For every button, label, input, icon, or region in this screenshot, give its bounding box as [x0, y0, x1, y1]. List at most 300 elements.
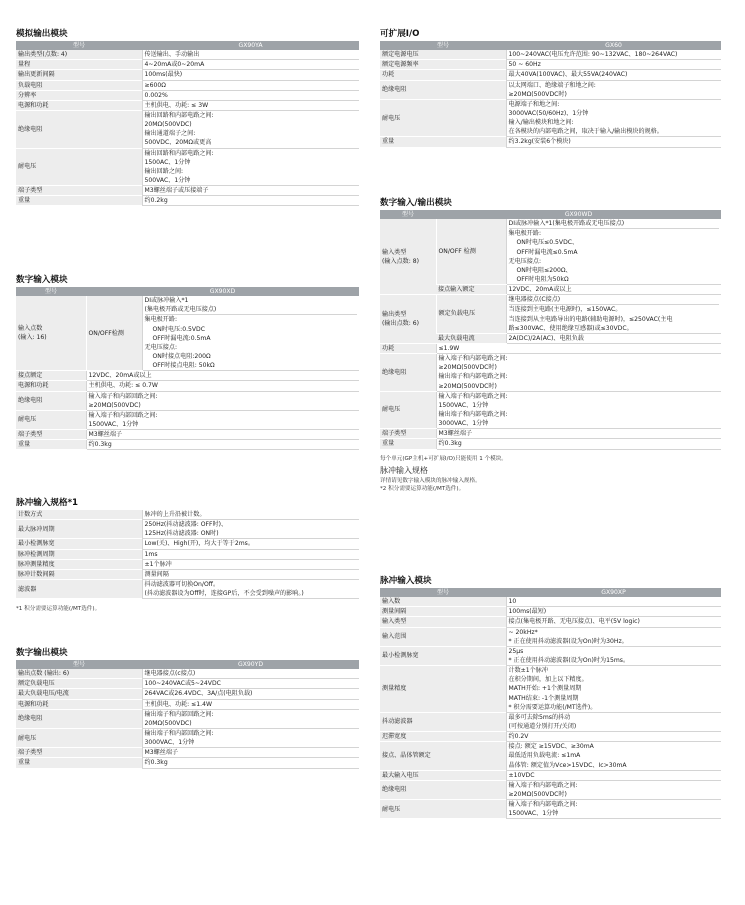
spec-label: 接点、晶体管额定	[380, 742, 506, 770]
spec-value-line: M3螺丝端子	[144, 749, 179, 757]
spec-value-line: 以太网端口、绝缘端子和地之间:	[508, 81, 596, 89]
spec-label: 耐电压	[16, 148, 142, 186]
spec-value	[506, 770, 721, 780]
model-value-header: GX90YA	[142, 41, 359, 50]
spec-sublabel: 接点输入额定	[436, 285, 506, 295]
spec-label: 输入类型	[380, 617, 506, 627]
spec-row	[16, 410, 359, 429]
spec-value	[142, 100, 359, 110]
spec-value-line: ≥20MΩ(500VDC时)	[508, 790, 567, 798]
footnote: *1 积分需要运算功能(/MT选件)。	[16, 606, 101, 613]
spec-table	[16, 660, 359, 769]
model-header: 型号	[16, 287, 86, 296]
spec-value-line: 20MΩ(500VDC)	[144, 121, 192, 129]
spec-value	[142, 669, 359, 679]
spec-label: 脉冲测量精度	[16, 559, 142, 569]
spec-value-line: 路≤300VAC、使用绝缘互感器)或≤30VDC。	[508, 324, 633, 332]
spec-label: 负载电阻	[16, 80, 142, 90]
spec-value	[142, 569, 359, 579]
table-header-row	[16, 41, 359, 50]
spec-value	[506, 780, 721, 799]
spec-value	[142, 679, 359, 689]
spec-label: 迟滞宽度	[380, 732, 506, 742]
spec-value-line: 500VAC、1分钟	[144, 176, 191, 184]
spec-row	[16, 90, 359, 100]
spec-value-line: 输出端子和内部电路之间:	[438, 373, 508, 381]
spec-value-line: 在积分期间，加上以下精度。	[508, 676, 588, 684]
spec-label: 测量精度	[380, 666, 506, 713]
spec-row	[380, 646, 721, 665]
spec-value	[86, 430, 359, 440]
spec-value-line: MATH结束: -1个测量周期	[508, 694, 579, 702]
spec-row	[380, 712, 721, 731]
spec-value	[506, 800, 721, 819]
spec-value-line: 4~20mA或0~20mA	[144, 61, 205, 69]
spec-row	[16, 520, 359, 539]
spec-row	[380, 99, 721, 137]
spec-value-line: 50 ~ 60Hz	[508, 61, 541, 69]
spec-value	[142, 50, 359, 60]
spec-value-line: 125Hz(抖动滤波器: ON时)	[144, 530, 219, 538]
spec-row	[380, 354, 721, 392]
spec-value-line: M3螺丝端子或压接端子	[144, 187, 209, 195]
spec-value-line: 0.002%	[144, 91, 168, 99]
spec-row	[16, 148, 359, 186]
spec-row	[16, 669, 359, 679]
spec-label: 输出更新间隔	[16, 70, 142, 80]
spec-sublabel: 最大负载电流	[436, 333, 506, 343]
spec-value	[142, 728, 359, 747]
spec-value-line: 12VDC、20mA或以上	[508, 286, 572, 294]
spec-value-line: 输出回路和内部电路之间:	[144, 111, 214, 119]
spec-label: 输入范围	[380, 627, 506, 646]
spec-row	[380, 295, 721, 334]
spec-value	[436, 354, 721, 392]
spec-value	[142, 90, 359, 100]
spec-value	[506, 295, 721, 334]
spec-label: 绝缘电阻	[380, 80, 506, 99]
spec-value	[142, 296, 359, 371]
model-value-header: GX90XP	[506, 588, 721, 597]
spec-row	[16, 186, 359, 196]
spec-row	[16, 728, 359, 747]
spec-value-line: 输出端子和内部电路之间:	[438, 410, 508, 418]
spec-value-line: ON时接点电阻:200Ω	[152, 352, 211, 360]
spec-row	[16, 559, 359, 569]
model-value-header: GX90XD	[86, 287, 359, 296]
table-header-row	[16, 660, 359, 669]
spec-label: 绝缘电阻	[380, 354, 436, 392]
spec-row	[380, 429, 721, 439]
spec-row	[16, 549, 359, 559]
spec-value	[506, 607, 721, 617]
spec-value	[506, 742, 721, 770]
spec-label: 耐电压	[380, 99, 506, 137]
spec-value-line: 20MΩ(500VDC)	[144, 719, 192, 727]
spec-value-line: 测量间隔	[144, 570, 169, 578]
spec-sublabel: ON/OFF检测	[86, 296, 142, 371]
spec-row	[16, 758, 359, 768]
spec-row	[16, 440, 359, 450]
spec-row	[380, 70, 721, 80]
spec-value	[506, 70, 721, 80]
spec-label: 绝缘电阻	[380, 780, 506, 799]
spec-value-line: 1ms	[144, 550, 158, 558]
spec-label: 额定电源电压	[380, 50, 506, 60]
spec-label: 额定电源频率	[380, 60, 506, 70]
spec-row	[380, 597, 721, 607]
spec-label: 最大负载电压/电流	[16, 689, 142, 699]
spec-sublabel: 额定负载电压	[436, 295, 506, 334]
digital-io-section	[380, 196, 721, 493]
spec-value-line: 无电压接点:	[508, 257, 542, 265]
spec-label: 最大脉冲周期	[16, 520, 142, 539]
spec-row	[380, 607, 721, 617]
spec-value-line: 2A(DC)/2A(AC)、电阻负载	[508, 334, 584, 342]
spec-value-line: 最大40VA(100VAC)、最大55VA(240VAC)	[508, 71, 628, 79]
model-header: 型号	[380, 588, 506, 597]
spec-label: 绝缘电阻	[16, 110, 142, 148]
spec-table	[16, 41, 359, 206]
footnote: 每个单元(GP主机+可扩展I/O)只能使用 1 个模块。	[380, 455, 507, 462]
spec-value-line: 1500VAC、1分钟	[508, 810, 559, 818]
spec-value	[506, 597, 721, 607]
spec-value-line: M3螺丝端子	[438, 430, 473, 438]
spec-value-line: 100ms(最快)	[144, 71, 183, 79]
spec-value	[142, 539, 359, 549]
model-header: 型号	[380, 210, 436, 219]
footnote: 详情请见数字输入模块的脉冲输入规格。	[380, 477, 481, 484]
spec-value-line: 264VAC或26.4VDC、3A/点(电阻负载)	[144, 690, 253, 698]
spec-value	[86, 440, 359, 450]
spec-value-line: ≥600Ω	[144, 81, 166, 89]
spec-row	[380, 219, 721, 284]
spec-value-line: 输出端子和内部回路之间:	[144, 710, 214, 718]
spec-label: 绝缘电阻	[16, 709, 142, 728]
spec-row	[16, 50, 359, 60]
spec-value-line: DI或脉冲输入*1(集电极开路或无电压接点)	[509, 219, 720, 229]
spec-value	[436, 343, 721, 353]
spec-value-line: ≤1.9W	[438, 344, 460, 352]
expandable-io-section	[380, 27, 721, 148]
spec-value	[142, 699, 359, 709]
model-value-header: GX60	[506, 41, 721, 50]
model-value-header: GX90YD	[142, 660, 359, 669]
spec-value-line: 晶体管: 额定值为Vce>15VDC、Ic>30mA	[508, 761, 627, 769]
spec-label: 脉冲检测周期	[16, 549, 142, 559]
spec-value-line: DI或脉冲输入*1	[144, 297, 189, 305]
spec-value	[506, 646, 721, 665]
spec-row	[380, 800, 721, 819]
spec-label: 最大输入电压	[380, 770, 506, 780]
spec-label: 耐电压	[16, 410, 86, 429]
spec-value-line: OFF时漏电流≤0.5mA	[516, 248, 578, 256]
spec-row	[380, 137, 721, 147]
spec-label: 耐电压	[16, 728, 142, 747]
spec-label: 测量间隔	[380, 607, 506, 617]
spec-value	[142, 60, 359, 70]
spec-row	[380, 780, 721, 799]
spec-value	[142, 148, 359, 186]
model-header: 型号	[16, 660, 142, 669]
spec-value	[142, 510, 359, 520]
spec-value-line: OFF时接点电阻: 50kΩ	[152, 362, 215, 370]
spec-value	[506, 617, 721, 627]
spec-value-line: 传送输出、手动输出	[144, 51, 200, 59]
spec-value	[142, 520, 359, 539]
spec-value	[142, 579, 359, 598]
footnote: *2 积分需要运算功能(/MT选件)。	[380, 485, 465, 492]
spec-label: 绝缘电阻	[16, 391, 86, 410]
spec-table	[16, 510, 359, 599]
spec-value	[142, 196, 359, 206]
spec-value	[506, 99, 721, 137]
spec-label: 重量	[380, 439, 436, 449]
spec-label: 量程	[16, 60, 142, 70]
spec-value-line: 最低适用负载电流: ≤1mA	[508, 752, 581, 760]
spec-value-line: 集电极开路:	[508, 230, 542, 238]
spec-value-line: 100ms(最短)	[508, 608, 547, 616]
spec-row	[16, 371, 359, 381]
spec-value-line: 输入端子和内部电路之间:	[438, 392, 508, 400]
spec-row	[16, 510, 359, 520]
spec-value	[142, 70, 359, 80]
spec-value	[506, 219, 721, 284]
spec-value-line: OFF时漏电流:0.5mA	[152, 334, 211, 342]
spec-row	[380, 627, 721, 646]
spec-value-line: ≥20MΩ(500VDC时)	[438, 382, 497, 390]
spec-row	[16, 679, 359, 689]
spec-value-line: ≥20MΩ(500VDC时)	[438, 364, 497, 372]
section-title: 脉冲输入规格*1	[16, 498, 79, 508]
spec-row	[380, 770, 721, 780]
spec-label: 分辨率	[16, 90, 142, 100]
spec-value-line: 输入端子和内部电路之间:	[508, 781, 578, 789]
spec-value-line: * 正在使用抖动滤波器(设为On)时为30Hz。	[508, 637, 628, 645]
spec-value-line: 1500VAC、1分钟	[438, 401, 489, 409]
spec-label: 接点额定	[16, 371, 86, 381]
spec-label: 端子类型	[16, 430, 86, 440]
spec-value-line: 抖动滤波器可切换On/Off。	[144, 580, 220, 588]
spec-label: 输入类型 (输入点数: 8)	[380, 219, 436, 295]
subheading: 脉冲输入规格	[380, 465, 428, 475]
spec-value-line: 输入端子和内部电路之间:	[508, 801, 578, 809]
spec-value-line: 100~240VAC或5~24VDC	[144, 680, 221, 688]
section-title: 数字输出模块	[16, 648, 68, 658]
spec-value-line: 主机供电、功耗: ≤ 3W	[144, 101, 209, 109]
pulse-input-section	[380, 574, 721, 819]
spec-value-line: 无电压接点:	[144, 343, 178, 351]
spec-value-line: 约0.2kg	[144, 197, 168, 205]
section-title: 数字输入/输出模块	[380, 198, 452, 208]
spec-value-line: 输入/输出模块和地之间:	[508, 119, 574, 127]
spec-value	[436, 429, 721, 439]
spec-value	[506, 285, 721, 295]
spec-value-line: ON时电压≤0.5VDC、	[516, 239, 579, 247]
spec-row	[16, 100, 359, 110]
spec-row	[380, 742, 721, 770]
spec-row	[16, 70, 359, 80]
spec-label: 端子类型	[380, 429, 436, 439]
spec-row	[16, 381, 359, 391]
spec-label: 输入点数 (输入: 16)	[16, 296, 86, 371]
spec-value-line: * 积分需要运算功能(/MT选件)。	[508, 703, 597, 711]
spec-value	[436, 439, 721, 449]
spec-label: 计数方式	[16, 510, 142, 520]
spec-value-line: 约0.3kg	[88, 441, 112, 449]
spec-value-line: 在各模块的内部电路之间，取决于输入/输出模块的规格。	[508, 128, 663, 136]
spec-row	[380, 666, 721, 713]
spec-value-line: 计数±1个脉冲	[508, 667, 548, 675]
spec-value	[142, 689, 359, 699]
spec-value-line: (抖动滤波器设为Off时，连接GP后，不会受到噪声的影响。)	[144, 590, 304, 598]
spec-label: 输出类型 (输出点数: 6)	[380, 295, 436, 344]
spec-value	[506, 60, 721, 70]
spec-row	[380, 391, 721, 429]
spec-label: 输入数	[380, 597, 506, 607]
spec-value-line: 主机供电、功耗: ≤1.4W	[144, 700, 212, 708]
spec-label: 耐电压	[380, 800, 506, 819]
spec-label: 端子类型	[16, 748, 142, 758]
spec-row	[16, 539, 359, 549]
table-header-row	[16, 287, 359, 296]
pulse-spec-section	[16, 496, 359, 613]
spec-value-line: M3螺丝端子	[88, 431, 123, 439]
spec-value-line: 约0.3kg	[438, 440, 462, 448]
spec-value-line: 最多可去除5ms的抖动	[508, 713, 571, 721]
spec-value-line: OFF时电阻为50kΩ	[516, 275, 569, 283]
spec-value	[506, 333, 721, 343]
spec-row	[380, 439, 721, 449]
spec-label: 耐电压	[380, 391, 436, 429]
spec-value-line: 输出端子和内部回路之间:	[144, 729, 214, 737]
spec-table	[380, 41, 721, 148]
section-title: 模拟输出模块	[16, 29, 68, 39]
spec-label: 重量	[16, 758, 142, 768]
spec-value	[506, 732, 721, 742]
spec-value	[506, 50, 721, 60]
spec-value	[142, 80, 359, 90]
spec-value-line: 250Hz(抖动滤波器: OFF时)、	[144, 521, 228, 529]
spec-value	[142, 559, 359, 569]
spec-value-line: Low(关)、High(开)，均大于等于2ms。	[144, 540, 254, 548]
model-header: 型号	[380, 41, 506, 50]
spec-label: 功耗	[380, 343, 436, 353]
spec-label: 电源和功耗	[16, 100, 142, 110]
spec-value-line: 输入端子和内部电路之间:	[438, 355, 508, 363]
spec-label: 滤波器	[16, 579, 142, 598]
table-header-row	[380, 41, 721, 50]
spec-value-line: 接点(集电极开路、无电压接点)、电平(5V logic)	[508, 618, 640, 626]
spec-row	[16, 296, 359, 371]
spec-row	[16, 569, 359, 579]
spec-label: 端子类型	[16, 186, 142, 196]
spec-row	[16, 391, 359, 410]
spec-label: 重量	[16, 440, 86, 450]
spec-row	[380, 60, 721, 70]
section-title: 可扩展I/O	[380, 29, 420, 39]
spec-value-line: ±1个脉冲	[144, 560, 172, 568]
spec-value-line: 继电器接点(c接点)	[144, 670, 196, 678]
spec-table	[380, 588, 721, 819]
spec-label: 输出类型(点数: 4)	[16, 50, 142, 60]
spec-value-line: (集电极开路或无电压接点)	[145, 305, 358, 315]
spec-row	[16, 60, 359, 70]
table-header-row	[380, 210, 721, 219]
spec-value-line: 输入端子和内部回路之间:	[88, 411, 158, 419]
spec-value	[86, 391, 359, 410]
spec-value-line: 约0.2V	[508, 733, 529, 741]
spec-value-line: * 正在使用抖动滤波器(设为On)时为15ms。	[508, 656, 630, 664]
spec-value-line: ≥20MΩ(500VDC)	[88, 401, 141, 409]
model-value-header: GX90WD	[436, 210, 721, 219]
spec-value	[142, 110, 359, 148]
spec-row	[380, 617, 721, 627]
spec-value	[436, 391, 721, 429]
spec-value-line: 当连接到主电路(主电源时)，≤150VAC。	[508, 306, 622, 314]
spec-value-line: 输出回路和内部电路之间:	[144, 149, 214, 157]
spec-value	[506, 666, 721, 713]
spec-value-line: 继电器接点(C接点)	[509, 295, 720, 305]
spec-value-line: 输出通道端子之间:	[144, 130, 196, 138]
spec-row	[16, 748, 359, 758]
spec-value-line: 输出回路之间:	[144, 167, 184, 175]
spec-value-line: 25μs	[508, 647, 524, 655]
spec-value-line: 100~240VAC(电压允许范围: 90~132VAC、180~264VAC)	[508, 51, 678, 59]
digital-output-section	[16, 646, 359, 769]
spec-label: 脉冲计数间隔	[16, 569, 142, 579]
spec-value	[506, 712, 721, 731]
spec-label: 功耗	[380, 70, 506, 80]
spec-label: 重量	[380, 137, 506, 147]
spec-value	[142, 748, 359, 758]
model-header: 型号	[16, 41, 142, 50]
spec-row	[380, 732, 721, 742]
spec-label: 额定负载电压	[16, 679, 142, 689]
spec-table	[380, 210, 721, 450]
spec-value	[86, 371, 359, 381]
spec-label: 抖动滤波器	[380, 712, 506, 731]
spec-value-line: (可按通道分别打开/关闭)	[508, 722, 577, 730]
spec-label: 最小检测脉宽	[380, 646, 506, 665]
spec-row	[380, 80, 721, 99]
spec-value-line: 集电极开路:	[144, 316, 178, 324]
spec-value	[142, 758, 359, 768]
spec-value	[142, 186, 359, 196]
spec-label: 电源和功耗	[16, 699, 142, 709]
digital-input-section	[16, 273, 359, 450]
spec-value-line: 约0.3kg	[144, 759, 168, 767]
spec-value-line: 电源端子和地之间:	[508, 100, 560, 108]
spec-value-line: ≥20MΩ(500VDC时)	[508, 90, 567, 98]
spec-value-line: ON时电阻≤200Ω、	[516, 266, 572, 274]
spec-row	[16, 430, 359, 440]
spec-value-line: 3000VAC(50/60Hz)、1分钟	[508, 109, 589, 117]
spec-row	[16, 689, 359, 699]
spec-value	[506, 80, 721, 99]
spec-label: 重量	[16, 196, 142, 206]
spec-value-line: 约3.2kg(安装6个模块)	[508, 138, 571, 146]
spec-value-line: 当连接到从主电路导出的电路(辅助电源时)，≤250VAC(主电	[508, 315, 673, 323]
spec-row	[16, 579, 359, 598]
spec-value-line: 12VDC、20mA或以上	[88, 372, 152, 380]
spec-row	[16, 709, 359, 728]
spec-value-line: 1500AC、1分钟	[144, 158, 191, 166]
section-title: 脉冲输入模块	[380, 576, 432, 586]
spec-label: 最小检测脉宽	[16, 539, 142, 549]
spec-value-line: 3000VAC、1分钟	[144, 739, 195, 747]
analog-output-section	[16, 27, 359, 206]
